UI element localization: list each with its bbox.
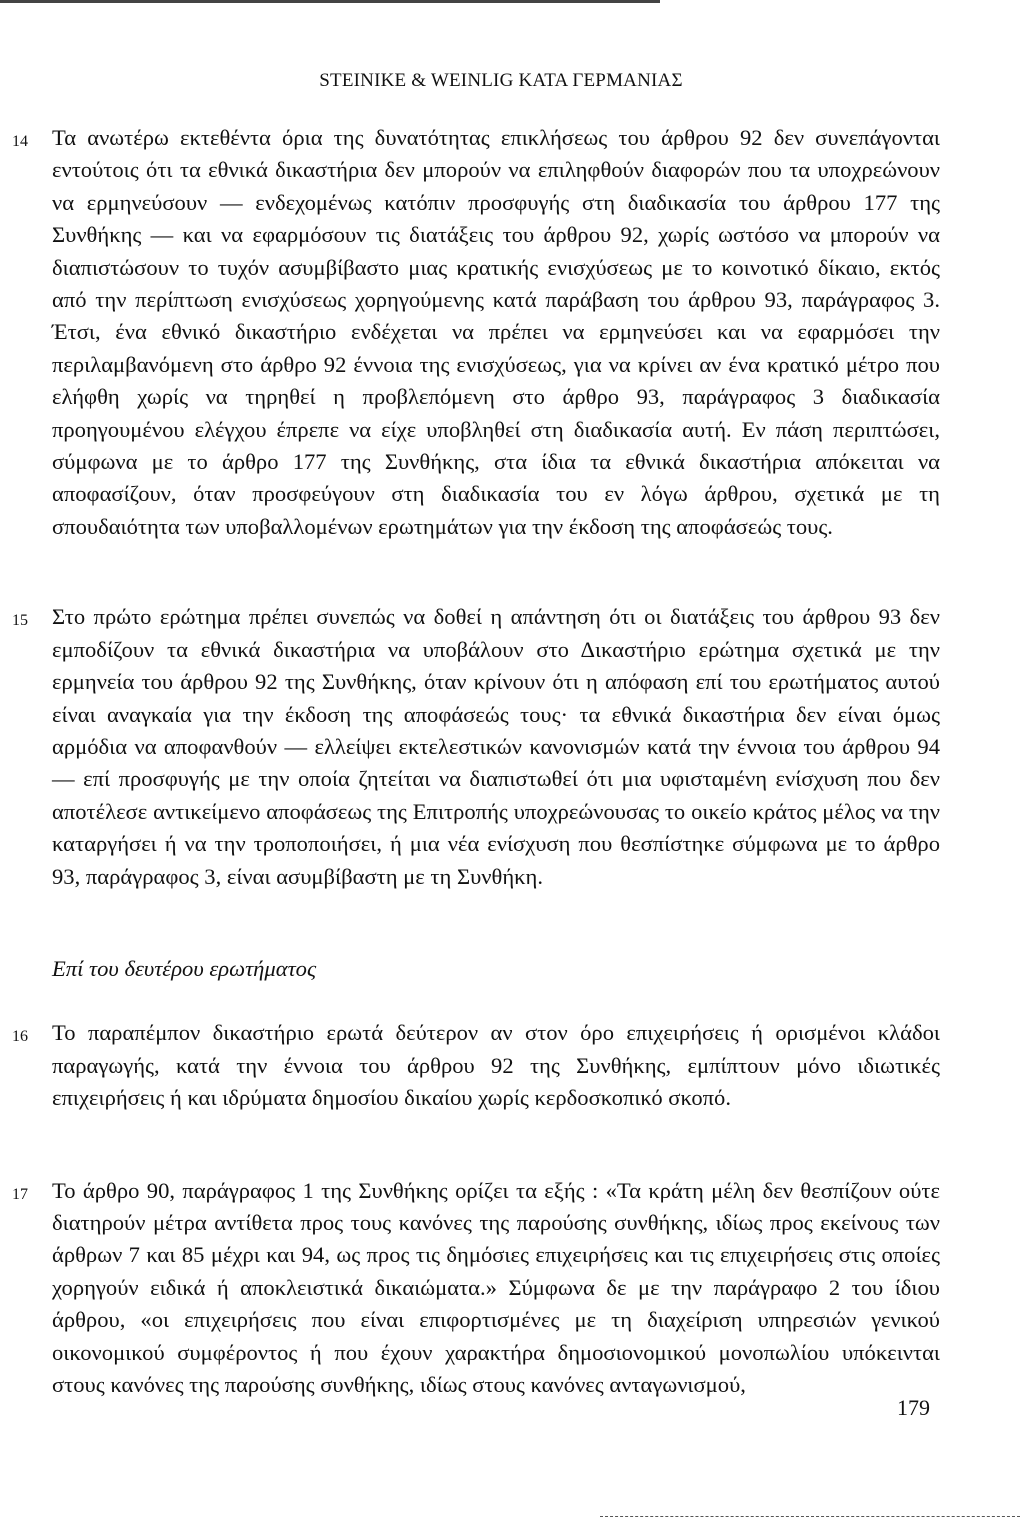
scan-edge-top — [0, 0, 660, 3]
paragraph-14 — [12, 122, 940, 543]
page-number: 179 — [897, 1395, 930, 1420]
paragraph-text: Στο πρώτο ερώτημα πρέπει συνεπώς να δοθεί η απάντηση ότι οι διατάξεις του άρθρου 93 δεν εμποδίζουν τα εθνικά δικαστήρια να υποβάλουν στο Δικαστήριο ερώτημα σχετικά με την ερμηνεία του άρθρου 92 της Συνθήκης, όταν κρίνουν ότι η απόφαση επί του ερωτήματος αυτού είναι αναγκαία για την έκδοση της αποφάσεώς τους· τα εθνικά δικαστήρια δεν είναι όμως αρμόδια να αποφανθούν — ελλείψει εκτελεστικών κανονισμών κατά την έννοια του άρθρου 94 — επί προσφυγής με την οποία ζητείται να διαπιστωθεί ότι μια υφισταμένη ενίσχυση που δεν αποτέλεσε αντικείμενο αποφάσεως της Επιτροπής υποχρεώνουσας το οικείο κράτος μέλος να την καταργήσει ή να την τροποποιήσει, ή μια νέα ενίσχυση που θεσπίστηκε σύμφωνα με το άρθρο 93, παράγραφος 3, είναι ασυμβίβαστη με τη Συνθήκη. — [52, 604, 940, 889]
paragraph-text: Το παραπέμπον δικαστήριο ερωτά δεύτερον αν στον όρο επιχειρήσεις ή ορισμένοι κλάδοι παραγωγής, κατά την έννοια του άρθρου 92 της Συνθήκης, εμπίπτουν μόνο ιδιωτικές επιχειρήσεις ή και ιδρύματα δημοσίου δικαίου χωρίς κερδοσκοπικό σκοπό. — [52, 1020, 940, 1111]
paragraph-number: 17 — [12, 1185, 28, 1203]
paragraph-number: 16 — [12, 1028, 28, 1046]
paragraph-number: 14 — [12, 133, 28, 150]
paragraph-16 — [12, 1017, 940, 1114]
paragraph-text: Τα ανωτέρω εκτεθέντα όρια της δυνατότητας επικλήσεως του άρθρου 92 δεν συνεπάγονται εντούτοις ότι τα εθνικά δικαστήρια δεν μπορούν να επιληφθούν διαφορών που τα υποχρεώνουν να ερμηνεύσουν — ενδεχομένως κατόπιν προσφυγής στη διαδικασία του άρθρου 177 της Συνθήκης — και να εφαρμόσουν τις διατάξεις του άρθρου 92, χωρίς ωστόσο να μπορούν να διαπιστώσουν το τυχόν ασυμβίβαστο μιας κρατικής ενισχύσεως με το κοινοτικό δίκαιο, εκτός από την περίπτωση ενισχύσεως χορηγούμενης κατά παράβαση του άρθρου 93, παράγραφος 3. Έτσι, ένα εθνικό δικαστήριο ενδέχεται να πρέπει να ερμηνεύσει και να εφαρμόσει την περιλαμβανόμενη στο άρθρο 92 έννοια της ενισχύσεως, για να κρίνει αν ένα κρατικό μέτρο που ελήφθη χωρίς να τηρηθεί η προβλεπόμενη στο άρθρο 93, παράγραφος 3 διαδικασία προηγουμένου ελέγχου έπρεπε να είχε υποβληθεί στη διαδικασία αυτή. Εν πάση περιπτώσει, σύμφωνα με το άρθρο 177 της Συνθήκης, στα ίδια τα εθνικά δικαστήρια απόκειται να αποφασίζουν, όταν προσφεύγουν στη διαδικασία του εν λόγω άρθρου, σχετικά με τη σπουδαιότητα των υποβαλλομένων ερωτημάτων για την έκδοση της αποφάσεώς τους. — [52, 125, 940, 539]
paragraph-number: 15 — [12, 612, 28, 630]
paragraph-15 — [12, 601, 940, 893]
paragraph-text: Το άρθρο 90, παράγραφος 1 της Συνθήκης ορίζει τα εξής : «Τα κράτη μέλη δεν θεσπίζουν ούτε διατηρούν μέτρα αντίθετα προς τους κανόνες της παρούσης συνθήκης, ιδίως προς εκείνους των άρθρων 7 και 85 μέχρι και 94, ως προς τις δημόσιες επιχειρήσεις και τις επιχειρήσεις στις οποίες χορηγούν ειδικά ή αποκλειστικά δικαιώματα.» Σύμφωνα δε με την παράγραφο 2 του ίδιου άρθρου, «οι επιχειρήσεις που είναι επιφορτισμένες με τη διαχείριση υπηρεσιών γενικού οικονομικού συμφέροντος ή που έχουν χαρακτήρα δημοσιονομικού μονοπωλίου υπόκεινται στους κανόνες της παρούσης συνθήκης, ιδίως στους κανόνες ανταγωνισμού, — [52, 1177, 940, 1397]
section-heading: Επί του δευτέρου ερωτήματος — [52, 955, 317, 981]
running-head: STEINIKE & WEINLIG ΚΑΤΑ ΓΕΡΜΑΝΙΑΣ — [319, 70, 683, 91]
document-page — [12, 70, 940, 1401]
paragraph-17 — [12, 1175, 940, 1402]
scan-edge-bottom — [600, 1516, 1020, 1519]
